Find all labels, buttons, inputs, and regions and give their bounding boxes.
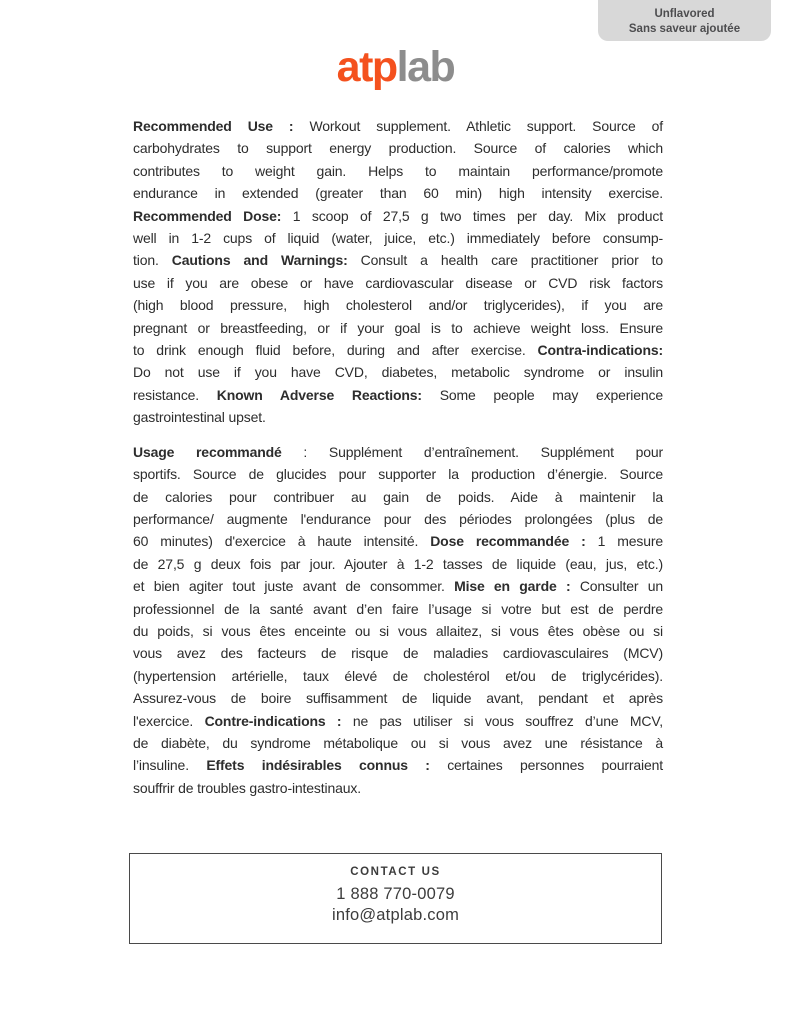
paragraph-en-line-4: endurance in extended (greater than 60 min) high intensity exercise. [133,185,663,202]
paragraph-fr-line-10: vous avez des facteurs de risque de maladies cardiovasculaires (MCV) [133,645,663,662]
paragraph-en-line-1: Recommended Use : Workout supplement. Athletic support. Source of [133,118,663,134]
contact-email: info@atplab.com [331,906,460,924]
flavor-badge-line-fr: Sans saveur ajoutée [628,22,741,35]
paragraph-en-line-7: tion. Cautions and Warnings: Consult a health care practitioner prior to [133,252,664,269]
paragraph-fr-line-11: (hypertension artérielle, taux élevé de cholestérol et/ou de triglycérides). [133,667,663,684]
paragraph-en-line-14: gastrointestinal upset. [133,409,266,426]
paragraph-fr-line-1: Usage recommandé : Supplément d’entraînement. Supplément pour [133,443,664,460]
paragraph-fr-line-7: et bien agiter tout juste avant de consommer. Mise en garde : Consulter un [133,578,663,595]
paragraph-en-line-3: contributes to weight gain. Helps to maintain performance/promote [133,162,663,179]
paragraph-en-line-6: well in 1-2 cups of liquid (water, juice, etc.) immediately before consump- [133,230,663,247]
contact-box [129,853,662,944]
flavor-badge [598,0,771,41]
paragraph-en-line-10: pregnant or breastfeeding, or if your goal is to achieve weight loss. Ensure [133,319,663,336]
paragraph-en-line-5: Recommended Dose: 1 scoop of 27,5 g two times per day. Mix product [133,207,663,224]
logo-text-atp: atp [336,43,397,91]
paragraph-fr-line-14: de diabète, du syndrome métabolique ou si vous avez une résistance à [133,734,663,751]
paragraph-english [133,115,663,429]
paragraph-fr-line-12: Assurez-vous de boire suffisamment de liquide avant, pendant et après [133,690,663,707]
flavor-badge-line-en: Unflavored [654,7,715,20]
paragraph-en-line-8: use if you are obese or have cardiovascular disease or CVD risk factors [133,274,663,291]
paragraph-en-line-12: Do not use if you have CVD, diabetes, metabolic syndrome or insulin [133,364,663,381]
paragraph-en-line-9: (high blood pressure, high cholesterol and/or triglycerides), if you are [133,297,663,314]
paragraph-fr-line-16: souffrir de troubles gastro-intestinaux. [133,779,361,796]
contact-heading: CONTACT US [350,866,441,878]
paragraph-en-line-11: to drink enough fluid before, during and after exercise. Contra-indications: [133,342,663,359]
paragraph-fr-line-8: professionnel de la santé avant d’en faire l’usage si votre but est de perdre [133,600,663,617]
label-text-block [133,115,663,811]
paragraph-fr-line-5: 60 minutes) d'exercice à haute intensité. Dose recommandée : 1 mesure [133,533,663,550]
paragraph-fr-line-4: performance/ augmente l'endurance pour des périodes prolongées (plus de [133,510,663,527]
logo-text-lab: lab [396,43,455,91]
paragraph-en-line-13: resistance. Known Adverse Reactions: Some people may experience [133,386,664,403]
brand-logo [0,44,791,90]
paragraph-fr-line-13: l'exercice. Contre-indications : ne pas utiliser si vous souffrez d’une MCV, [133,712,664,729]
paragraph-fr-line-3: de calories pour contribuer au gain de poids. Aide à maintenir la [133,488,663,505]
paragraph-fr-line-2: sportifs. Source de glucides pour supporter la production d’énergie. Source [133,466,663,483]
contact-phone: 1 888 770-0079 [336,885,455,903]
paragraph-fr-line-6: de 27,5 g deux fois par jour. Ajouter à 1-2 tasses de liquide (eau, jus, etc.) [133,555,663,572]
paragraph-fr-line-15: l’insuline. Effets indésirables connus : certaines personnes pourraient [133,757,663,774]
paragraph-french [133,441,663,800]
paragraph-fr-line-9: du poids, si vous êtes enceinte ou si vous allaitez, si vous êtes obèse ou si [133,622,663,639]
paragraph-en-line-2: carbohydrates to support energy production. Source of calories which [133,140,663,157]
